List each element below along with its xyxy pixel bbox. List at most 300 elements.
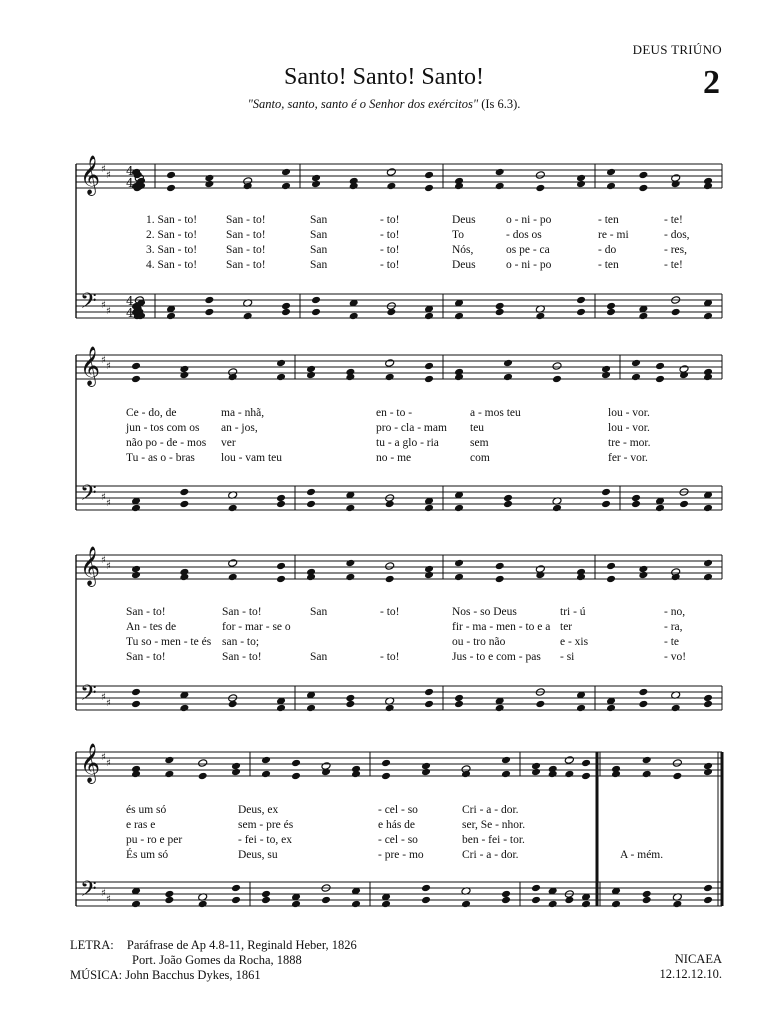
- treble-notehead: [345, 559, 355, 568]
- bass-notehead: [321, 896, 331, 905]
- treble-notehead: [424, 171, 434, 180]
- bass-notehead: [576, 308, 586, 317]
- lyric-syllable: Tu so - men - te és: [126, 636, 212, 648]
- treble-notehead: [345, 573, 355, 582]
- time-signature: 4: [126, 176, 134, 190]
- lyric-syllable: o - ni - po: [506, 214, 552, 226]
- treble-notehead: [131, 375, 141, 384]
- bass-notehead: [638, 700, 648, 709]
- bass-notehead: [231, 896, 241, 905]
- bass-notehead: [164, 896, 174, 905]
- lyric-syllable: San: [310, 651, 328, 663]
- bass-notehead: [386, 308, 396, 317]
- treble-notehead: [228, 559, 238, 568]
- epigraph-quote: "Santo, santo, santo é o Senhor dos exércitos": [247, 97, 479, 111]
- bass-notehead: [454, 504, 464, 513]
- time-signature: 4: [126, 294, 134, 308]
- bass-notehead: [231, 884, 241, 893]
- bass-clef: 𝄢: [80, 681, 97, 711]
- treble-notehead: [306, 371, 316, 380]
- lyric-syllable: Nos - so Deus: [452, 606, 517, 618]
- lyric-syllable: tre - mor.: [608, 437, 651, 449]
- lyric-syllable: - si: [560, 651, 575, 663]
- lyric-syllable: Nós,: [452, 244, 474, 256]
- epigraph-reference: (Is 6.3).: [481, 97, 521, 111]
- lyric-syllable: 1. San - to!: [146, 214, 198, 226]
- lyric-syllable: tri - ú: [560, 606, 586, 618]
- treble-notehead: [703, 559, 713, 568]
- lyric-syllable: San: [310, 259, 328, 271]
- treble-notehead: [311, 180, 321, 189]
- lyric-syllable: San - to!: [226, 259, 266, 271]
- bass-notehead: [531, 884, 541, 893]
- treble-notehead: [276, 575, 286, 584]
- bass-notehead: [291, 900, 301, 909]
- lyric-syllable: 2. San - to!: [146, 229, 198, 241]
- tune-name: NICAEA: [674, 952, 722, 966]
- lyric-syllable: lou - vor.: [608, 422, 650, 434]
- treble-clef: 𝄞: [80, 346, 101, 386]
- lyric-syllable: És um só: [126, 849, 169, 861]
- lyric-syllable: e hás de: [378, 819, 416, 831]
- lyric-syllable: ser, Se - nhor.: [462, 819, 526, 831]
- lyric-syllable: fir - ma - men - to e a: [452, 621, 551, 633]
- key-sharp: ♯: [106, 698, 111, 709]
- lyric-syllable: e - xis: [560, 636, 589, 648]
- bass-notehead: [564, 896, 574, 905]
- bass-notehead: [228, 504, 238, 513]
- bass-notehead: [421, 896, 431, 905]
- lyric-syllable: ben - fei - tor.: [462, 834, 525, 846]
- lyric-syllable: San - to!: [222, 651, 262, 663]
- lyric-syllable: - pre - mo: [378, 849, 424, 861]
- key-sharp: ♯: [101, 752, 106, 763]
- treble-notehead: [386, 182, 396, 191]
- treble-notehead: [655, 375, 665, 384]
- treble-notehead: [385, 575, 395, 584]
- lyric-syllable: An - tes de: [126, 621, 177, 633]
- bass-notehead: [638, 688, 648, 697]
- lyric-syllable: A - mém.: [620, 849, 664, 861]
- treble-notehead: [131, 362, 141, 371]
- bass-notehead: [424, 312, 434, 321]
- lyric-syllable: San - to!: [226, 244, 266, 256]
- bass-notehead: [535, 312, 545, 321]
- lyric-syllable: fer - vor.: [608, 452, 648, 464]
- lyric-syllable: ou - tro não: [452, 636, 506, 648]
- bass-notehead: [454, 700, 464, 709]
- key-sharp: ♯: [106, 498, 111, 509]
- lyric-syllable: pro - cla - mam: [376, 422, 447, 434]
- lyric-syllable: San - to!: [226, 229, 266, 241]
- bass-notehead: [243, 312, 253, 321]
- meter: 12.12.12.10.: [659, 967, 722, 981]
- lyric-syllable: Tu - as o - bras: [126, 452, 195, 464]
- lyric-syllable: no - me: [376, 452, 412, 464]
- treble-notehead: [495, 168, 505, 177]
- bass-notehead: [703, 700, 713, 709]
- bass-notehead: [638, 312, 648, 321]
- bass-notehead: [601, 488, 611, 497]
- treble-notehead: [671, 180, 681, 189]
- bass-notehead: [703, 312, 713, 321]
- bass-notehead: [495, 704, 505, 713]
- bass-notehead: [703, 504, 713, 513]
- lyric-syllable: 4. San - to!: [146, 259, 198, 271]
- lyric-syllable: - do: [598, 244, 617, 256]
- lyric-syllable: tu - a glo - ria: [376, 437, 439, 449]
- bass-notehead: [454, 312, 464, 321]
- bass-notehead: [424, 504, 434, 513]
- bass-notehead: [179, 500, 189, 509]
- lyric-syllable: - te!: [664, 214, 683, 226]
- lyric-syllable: Ce - do, de: [126, 407, 177, 419]
- hymn-title: Santo! Santo! Santo!: [284, 64, 484, 90]
- key-sharp: ♯: [106, 306, 111, 317]
- treble-notehead: [564, 756, 574, 765]
- treble-notehead: [198, 759, 208, 768]
- bass-notehead: [576, 296, 586, 305]
- lyric-syllable: Deus: [452, 259, 476, 271]
- lyric-syllable: e ras e: [126, 819, 156, 831]
- time-signature: 4: [126, 306, 134, 320]
- letra-line2: Port. João Gomes da Rocha, 1888: [132, 953, 302, 967]
- lyric-syllable: - ten: [598, 259, 619, 271]
- treble-notehead: [424, 362, 434, 371]
- lyric-syllable: 3. San - to!: [146, 244, 198, 256]
- lyric-syllable: não po - de - mos: [126, 437, 207, 449]
- lyric-syllable: en - to -: [376, 407, 413, 419]
- bass-notehead: [672, 900, 682, 909]
- bass-notehead: [552, 504, 562, 513]
- key-sharp: ♯: [101, 300, 106, 311]
- treble-notehead: [495, 575, 505, 584]
- bass-clef: 𝄢: [80, 481, 97, 511]
- bass-notehead: [679, 500, 689, 509]
- treble-notehead: [501, 770, 511, 779]
- treble-notehead: [631, 373, 641, 382]
- treble-notehead: [638, 184, 648, 193]
- bass-notehead: [228, 700, 238, 709]
- lyric-syllable: san - to;: [222, 636, 260, 648]
- lyric-syllable: Deus: [452, 214, 476, 226]
- lyric-syllable: pu - ro e per: [126, 834, 183, 846]
- treble-notehead: [606, 168, 616, 177]
- treble-notehead: [535, 184, 545, 193]
- treble-notehead: [385, 373, 395, 382]
- treble-notehead: [495, 182, 505, 191]
- treble-notehead: [231, 768, 241, 777]
- bass-notehead: [179, 488, 189, 497]
- bass-notehead: [631, 500, 641, 509]
- bass-notehead: [306, 500, 316, 509]
- bass-notehead: [535, 700, 545, 709]
- lyric-syllable: San: [310, 229, 328, 241]
- lyric-syllable: an - jos,: [221, 422, 258, 434]
- lyric-syllable: Cri - a - dor.: [462, 849, 519, 861]
- lyric-syllable: - fei - to, ex: [238, 834, 292, 846]
- bass-notehead: [671, 704, 681, 713]
- lyric-syllable: com: [470, 452, 490, 464]
- treble-notehead: [642, 756, 652, 765]
- treble-notehead: [552, 375, 562, 384]
- bass-notehead: [261, 896, 271, 905]
- key-sharp: ♯: [106, 894, 111, 905]
- lyric-syllable: ma - nhã,: [221, 407, 265, 419]
- lyric-syllable: - cel - so: [378, 804, 418, 816]
- treble-notehead: [424, 375, 434, 384]
- lyric-syllable: - no,: [664, 606, 686, 618]
- treble-notehead: [642, 770, 652, 779]
- key-sharp: ♯: [101, 164, 106, 175]
- treble-notehead: [381, 772, 391, 781]
- bass-notehead: [131, 504, 141, 513]
- lyric-syllable: o - ni - po: [506, 259, 552, 271]
- lyric-syllable: San - to!: [226, 214, 266, 226]
- treble-notehead: [581, 772, 591, 781]
- lyric-syllable: Deus, ex: [238, 804, 279, 816]
- treble-notehead: [503, 359, 513, 368]
- bass-notehead: [495, 308, 505, 317]
- treble-notehead: [281, 182, 291, 191]
- treble-notehead: [164, 756, 174, 765]
- key-sharp: ♯: [101, 355, 106, 366]
- treble-notehead: [564, 770, 574, 779]
- lyric-syllable: - ra,: [664, 621, 683, 633]
- treble-clef: 𝄞: [80, 155, 101, 195]
- key-sharp: ♯: [106, 361, 111, 372]
- treble-notehead: [606, 575, 616, 584]
- treble-notehead: [531, 768, 541, 777]
- treble-notehead: [291, 772, 301, 781]
- treble-notehead: [672, 759, 682, 768]
- bass-notehead: [276, 500, 286, 509]
- lyric-syllable: Cri - a - dor.: [462, 804, 519, 816]
- treble-clef: 𝄞: [80, 546, 101, 586]
- treble-notehead: [381, 759, 391, 768]
- treble-notehead: [535, 571, 545, 580]
- bass-notehead: [642, 896, 652, 905]
- bass-notehead: [281, 308, 291, 317]
- treble-notehead: [606, 562, 616, 571]
- lyric-syllable: lou - vam teu: [221, 452, 282, 464]
- bass-notehead: [703, 884, 713, 893]
- key-sharp: ♯: [101, 692, 106, 703]
- lyric-syllable: for - mar - se o: [222, 621, 291, 633]
- treble-notehead: [276, 373, 286, 382]
- clefs-and-signatures: [80, 155, 134, 907]
- treble-notehead: [291, 759, 301, 768]
- lyric-syllable: - res,: [664, 244, 687, 256]
- treble-notehead: [386, 168, 396, 177]
- treble-notehead: [601, 371, 611, 380]
- treble-notehead: [581, 759, 591, 768]
- bass-notehead: [311, 308, 321, 317]
- bass-notehead: [655, 504, 665, 513]
- lyric-syllable: San: [310, 214, 328, 226]
- lyric-syllable: - ten: [598, 214, 619, 226]
- key-sharp: ♯: [106, 758, 111, 769]
- treble-notehead: [166, 171, 176, 180]
- bass-notehead: [606, 704, 616, 713]
- bass-notehead: [424, 700, 434, 709]
- treble-notehead: [655, 362, 665, 371]
- treble-notehead: [385, 562, 395, 571]
- treble-notehead: [321, 768, 331, 777]
- bass-notehead: [601, 500, 611, 509]
- treble-notehead: [204, 180, 214, 189]
- treble-notehead: [424, 571, 434, 580]
- letra-line1: Paráfrase de Ap 4.8-11, Reginald Heber, 1826: [126, 938, 357, 952]
- bass-notehead: [351, 900, 361, 909]
- lyric-syllable: - to!: [380, 259, 400, 271]
- key-sharp: ♯: [101, 888, 106, 899]
- treble-notehead: [261, 756, 271, 765]
- treble-notehead: [424, 184, 434, 193]
- lyric-syllable: - cel - so: [378, 834, 418, 846]
- bass-notehead: [421, 884, 431, 893]
- treble-notehead: [703, 768, 713, 777]
- treble-notehead: [179, 371, 189, 380]
- bass-clef: 𝄢: [80, 877, 97, 907]
- treble-notehead: [606, 182, 616, 191]
- bass-notehead: [345, 700, 355, 709]
- letra-label: LETRA:: [70, 938, 114, 952]
- treble-notehead: [679, 371, 689, 380]
- credits-right: [660, 952, 723, 982]
- staff-lines: [76, 164, 722, 906]
- bass-notehead: [131, 688, 141, 697]
- bass-notehead: [311, 296, 321, 305]
- treble-notehead: [131, 571, 141, 580]
- bass-notehead: [503, 500, 513, 509]
- lyric-syllable: - vo!: [664, 651, 687, 663]
- lyric-syllable: os pe - ca: [506, 244, 550, 256]
- lyric-syllable: San - to!: [126, 651, 166, 663]
- lyric-syllable: teu: [470, 422, 485, 434]
- treble-notehead: [164, 770, 174, 779]
- lyric-syllable: Jus - to e com - pas: [452, 651, 541, 663]
- treble-notehead: [501, 756, 511, 765]
- bass-notehead: [179, 704, 189, 713]
- treble-notehead: [454, 559, 464, 568]
- lyric-syllable: a - mos teu: [470, 407, 521, 419]
- bass-clef: 𝄢: [80, 289, 97, 319]
- treble-notehead: [638, 171, 648, 180]
- key-sharp: ♯: [106, 561, 111, 572]
- lyric-syllable: - to!: [380, 229, 400, 241]
- lyric-syllable: ver: [221, 437, 236, 449]
- key-sharp: ♯: [106, 170, 111, 181]
- lyric-syllable: sem - pre és: [238, 819, 294, 831]
- key-sharp: ♯: [101, 492, 106, 503]
- section-heading: DEUS TRIÚNO: [632, 42, 722, 57]
- treble-notehead: [261, 770, 271, 779]
- credits-left: [70, 938, 357, 983]
- treble-notehead: [198, 772, 208, 781]
- bass-notehead: [345, 504, 355, 513]
- bass-notehead: [501, 896, 511, 905]
- hymn-number: 2: [703, 64, 720, 101]
- lyric-syllable: San: [310, 244, 328, 256]
- treble-notehead: [495, 562, 505, 571]
- treble-notehead: [535, 171, 545, 180]
- bass-notehead: [611, 900, 621, 909]
- lyric-syllable: - to!: [380, 244, 400, 256]
- bass-notehead: [461, 900, 471, 909]
- lyric-syllable: - te: [664, 636, 680, 648]
- bass-notehead: [349, 312, 359, 321]
- bass-notehead: [204, 308, 214, 317]
- bass-notehead: [276, 704, 286, 713]
- lyric-syllable: ter: [560, 621, 573, 633]
- bass-notehead: [131, 700, 141, 709]
- bass-notehead: [581, 900, 591, 909]
- lyric-syllable: és um só: [126, 804, 167, 816]
- musica-credit: MÚSICA: John Bacchus Dykes, 1861: [70, 968, 261, 982]
- treble-notehead: [228, 573, 238, 582]
- bass-notehead: [671, 308, 681, 317]
- key-sharp: ♯: [101, 555, 106, 566]
- treble-notehead: [576, 180, 586, 189]
- bass-notehead: [385, 500, 395, 509]
- bass-notehead: [381, 900, 391, 909]
- treble-notehead: [631, 359, 641, 368]
- bass-notehead: [385, 704, 395, 713]
- lyric-syllable: lou - vor.: [608, 407, 650, 419]
- bass-notehead: [306, 704, 316, 713]
- treble-notehead: [276, 359, 286, 368]
- treble-notehead: [638, 571, 648, 580]
- lyric-syllable: - to!: [380, 651, 400, 663]
- lyric-syllable: - dos,: [664, 229, 690, 241]
- lyric-syllable: re - mi: [598, 229, 629, 241]
- bass-notehead: [548, 900, 558, 909]
- bass-notehead: [606, 308, 616, 317]
- lyric-syllable: - to!: [380, 606, 400, 618]
- lyric-syllable: - te!: [664, 259, 683, 271]
- lyric-syllable: Deus, su: [238, 849, 278, 861]
- noteheads: [131, 168, 713, 909]
- lyric-syllable: San - to!: [222, 606, 262, 618]
- lyric-syllable: jun - tos com os: [126, 422, 200, 434]
- bass-notehead: [204, 296, 214, 305]
- bass-notehead: [131, 900, 141, 909]
- treble-notehead: [503, 373, 513, 382]
- treble-notehead: [552, 362, 562, 371]
- treble-notehead: [421, 768, 431, 777]
- treble-notehead: [276, 562, 286, 571]
- lyric-syllable: To: [452, 229, 464, 241]
- treble-notehead: [672, 772, 682, 781]
- lyric-syllable: San: [310, 606, 328, 618]
- bass-notehead: [576, 704, 586, 713]
- treble-clef: 𝄞: [80, 743, 101, 783]
- treble-notehead: [385, 359, 395, 368]
- lyric-syllable: - to!: [380, 214, 400, 226]
- treble-notehead: [166, 184, 176, 193]
- treble-notehead: [703, 573, 713, 582]
- time-signature: 4: [126, 164, 134, 178]
- treble-notehead: [454, 573, 464, 582]
- bass-notehead: [531, 896, 541, 905]
- lyric-syllable: - dos os: [506, 229, 542, 241]
- bass-notehead: [306, 488, 316, 497]
- bass-notehead: [424, 688, 434, 697]
- bass-notehead: [166, 312, 176, 321]
- treble-notehead: [281, 168, 291, 177]
- bass-notehead: [703, 896, 713, 905]
